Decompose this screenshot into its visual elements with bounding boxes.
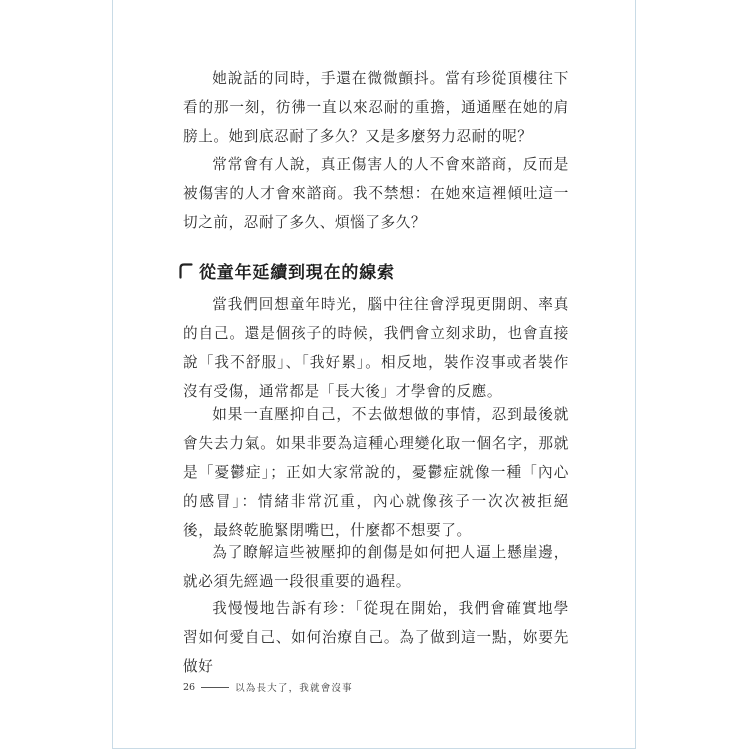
corner-bracket-icon (179, 263, 193, 279)
page-number: 26 (183, 681, 196, 693)
running-title: 以為長大了，我就會沒事 (235, 683, 353, 694)
page-footer (183, 680, 353, 694)
book-page (112, 0, 636, 749)
section-heading-text: 從童年延續到現在的線索 (199, 263, 395, 283)
paragraph-4: 如果一直壓抑自己，不去做想做的事情，忍到最後就會失去力氣。如果非要為這種心理變化取一個名字，那就是「憂鬱症」；正如大家常說的，憂鬱症就像一種「內心的感冒」：情緒非常沉重，內心就像孩子一次次被拒絕後，最終乾脆緊閉嘴巴，什麼都不想要了。 (183, 406, 569, 539)
paragraph-5: 為了瞭解這些被壓抑的創傷是如何把人逼上懸崖邊，就必須先經過一段很重要的過程。 (183, 544, 569, 590)
section-heading (179, 258, 395, 283)
paragraph-6: 我慢慢地告訴有珍：「從現在開始，我們會確實地學習如何愛自己、如何治療自己。為了做到這一點，妳要先做好 (183, 600, 569, 675)
paragraph-3: 當我們回想童年時光，腦中往往會浮現更開朗、率真的自己。還是個孩子的時候，我們會立刻求助，也會直接說「我不舒服」、「我好累」。相反地，裝作沒事或者裝作沒有受傷，通常都是「長大後」才學會的反應。 (183, 296, 569, 400)
footer-rule (201, 687, 229, 688)
paragraph-1: 她說話的同時，手還在微微顫抖。當有珍從頂樓往下看的那一刻，彷彿一直以來忍耐的重擔，通通壓在她的肩膀上。她到底忍耐了多久？又是多麼努力忍耐的呢？ (183, 70, 569, 145)
paragraph-2: 常常會有人說，真正傷害人的人不會來諮商，反而是被傷害的人才會來諮商。我不禁想：在她來這裡傾吐這一切之前，忍耐了多久、煩惱了多久？ (183, 156, 569, 231)
